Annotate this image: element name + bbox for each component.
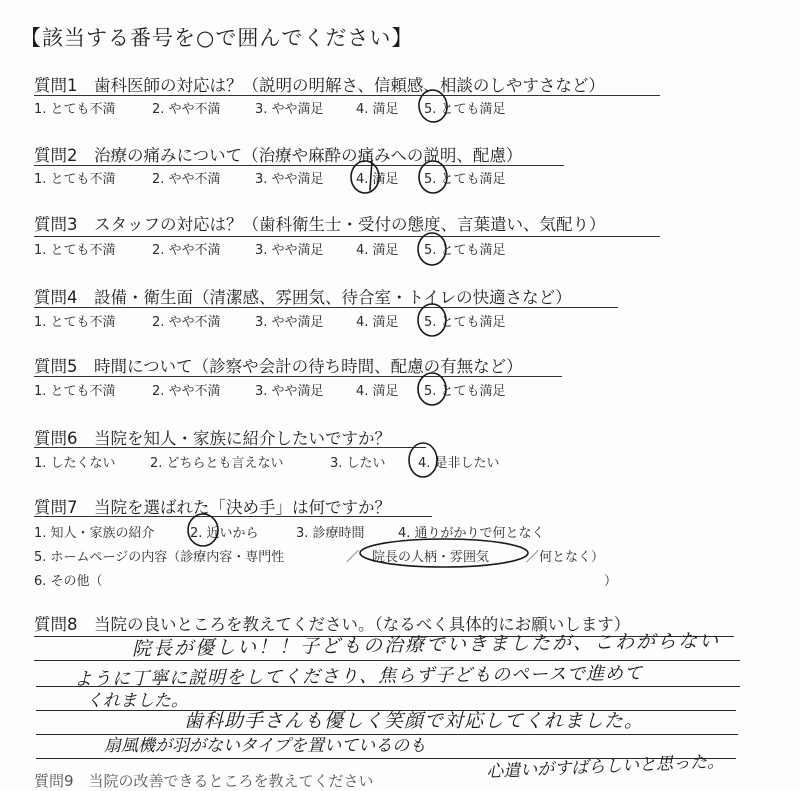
question-7-title: 質問7 当院を選ばれた「決め手」は何ですか？: [34, 498, 391, 517]
q7-option-4[interactable]: 4. 通りがかりで何となく: [398, 526, 545, 541]
q7-option-2[interactable]: 2. 近いから: [190, 526, 259, 541]
q4-option-5[interactable]: 5. とても満足: [424, 315, 506, 330]
q7-option-6-close: ）: [604, 574, 618, 589]
question-9-title-partial: 質問9 当院の改善できるところを教えてください: [34, 772, 374, 790]
handwritten-answer-line-6: 心遣いがすばらしいと思った。: [485, 751, 725, 783]
q5-option-1[interactable]: 1. とても不満: [34, 384, 116, 399]
q7-option-5-prefix[interactable]: 5. ホームページの内容（診療内容・専門性: [34, 550, 285, 565]
q6-answer-circle: [409, 443, 437, 477]
q1-option-2[interactable]: 2. やや不満: [152, 102, 221, 117]
q3-answer-circle: [418, 233, 446, 265]
q2-answer-circle-5: [419, 161, 447, 193]
q5-option-5[interactable]: 5. とても満足: [424, 384, 506, 399]
q7-option-5-personality[interactable]: 院長の人柄・雰囲気: [372, 550, 490, 565]
q7-answer-circle-2: [188, 514, 218, 546]
q7-option-5-separator: ／: [346, 550, 360, 565]
q7-answer-circle-personality: [360, 539, 528, 567]
q5-option-4[interactable]: 4. 満足: [356, 384, 399, 399]
handwritten-answer-line-5: 扇風機が羽がないタイプを置いているのも: [104, 736, 427, 756]
q6-option-1[interactable]: 1. したくない: [34, 456, 116, 471]
q7-option-3[interactable]: 3. 診療時間: [296, 526, 365, 541]
q1-answer-circle: [417, 88, 449, 124]
page-heading: 【該当する番号を○で囲んでください】: [20, 26, 414, 50]
q2-correction-mark: [370, 160, 372, 190]
q7-option-6[interactable]: 6. その他（: [34, 574, 103, 589]
handwritten-answer-line-2: ように丁寧に説明をしてくださり、焦らず子どものペースで進めて: [73, 663, 644, 690]
handwritten-answer-line-1: 院長が優しい！！子どもの治療でいきましたが、こわがらない: [131, 629, 721, 661]
q2-option-3[interactable]: 3. やや満足: [255, 172, 324, 187]
handwritten-answer-line-3: くれました。: [86, 691, 188, 711]
q7-option-5-suffix[interactable]: ／何となく）: [526, 550, 605, 565]
q3-option-1[interactable]: 1. とても不満: [34, 243, 116, 258]
q3-option-3[interactable]: 3. やや満足: [255, 243, 324, 258]
q5-option-2[interactable]: 2. やや不満: [152, 384, 221, 399]
q1-option-5[interactable]: 5. とても満足: [424, 102, 506, 117]
q1-option-1[interactable]: 1. とても不満: [34, 102, 116, 117]
q4-option-2[interactable]: 2. やや不満: [152, 315, 221, 330]
q6-option-3[interactable]: 3. したい: [330, 456, 386, 471]
q3-option-2[interactable]: 2. やや不満: [152, 243, 221, 258]
q6-option-4[interactable]: 4. 是非したい: [418, 456, 500, 471]
q2-option-1[interactable]: 1. とても不満: [34, 172, 116, 187]
q5-answer-circle: [418, 373, 446, 405]
handwritten-answer-line-4: 歯科助手さんも優しく笑顔で対応してくれました。: [184, 710, 645, 732]
q4-option-3[interactable]: 3. やや満足: [255, 315, 324, 330]
q5-option-3[interactable]: 3. やや満足: [255, 384, 324, 399]
q2-option-5[interactable]: 5. とても満足: [424, 172, 506, 187]
question-2-title: 質問2 治療の痛みについて（治療や麻酔の痛みへの説明、配慮）: [34, 146, 523, 165]
question-8-title: 質問8 当院の良いところを教えてください。（なるべく具体的にお願いします）: [34, 615, 631, 634]
q4-option-4[interactable]: 4. 満足: [356, 315, 399, 330]
q7-option-1[interactable]: 1. 知人・家族の紹介: [34, 526, 155, 541]
q1-option-3[interactable]: 3. やや満足: [255, 102, 324, 117]
question-6-title: 質問6 当院を知人・家族に紹介したいですか？: [34, 429, 391, 448]
q2-option-4[interactable]: 4. 満足: [356, 172, 399, 187]
q4-answer-circle: [418, 304, 446, 336]
question-3-title: 質問3 スタッフの対応は？（歯科衛生士・受付の態度、言葉遣い、気配り）: [34, 215, 606, 234]
q6-option-2[interactable]: 2. どちらとも言えない: [150, 456, 284, 471]
question-5-title: 質問5 時間について（診察や会計の待ち時間、配慮の有無など）: [34, 357, 523, 376]
question-1-title: 質問1 歯科医師の対応は？（説明の明解さ、信頼感、相談のしやすさなど）: [34, 76, 605, 95]
q2-option-2[interactable]: 2. やや不満: [152, 172, 221, 187]
q3-option-5[interactable]: 5. とても満足: [424, 243, 506, 258]
q4-option-1[interactable]: 1. とても不満: [34, 315, 116, 330]
q1-option-4[interactable]: 4. 満足: [356, 102, 399, 117]
question-4-title: 質問4 設備・衛生面（清潔感、雰囲気、待合室・トイレの快適さなど）: [34, 288, 572, 307]
q3-option-4[interactable]: 4. 満足: [356, 243, 399, 258]
q2-answer-circle-4: [351, 161, 379, 193]
